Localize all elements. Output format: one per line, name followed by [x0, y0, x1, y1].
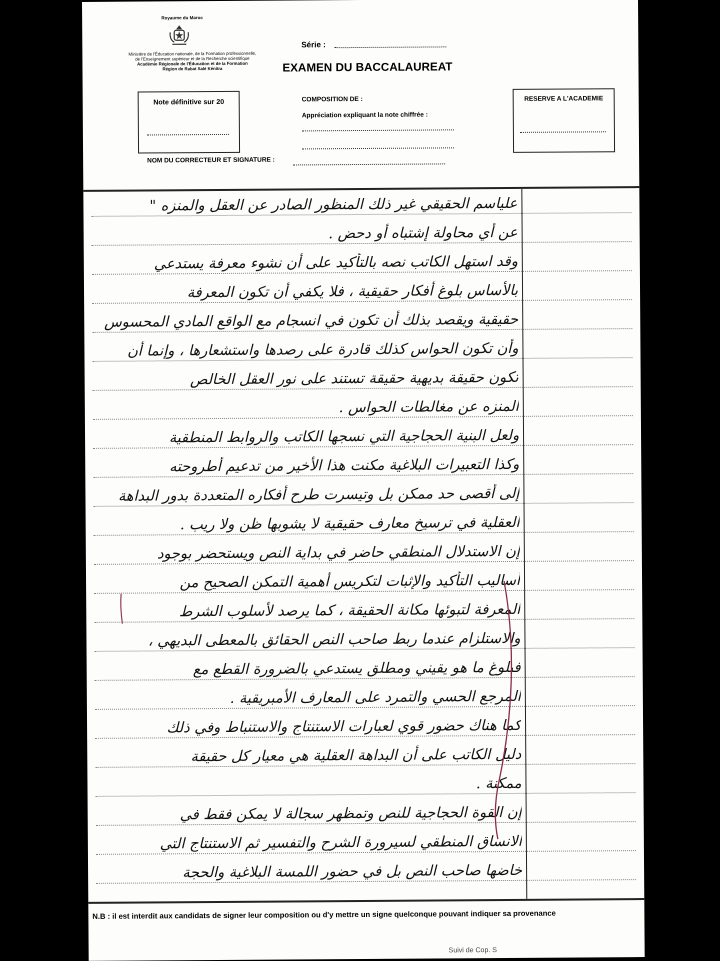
handwritten-line: المرجع الحسي والتمرد على المعارف الأمبريقية .: [229, 688, 521, 707]
handwritten-line: والاستلزام عندما ربط صاحب النص الحقائق بالمعطى البديهي ،: [147, 630, 521, 650]
kingdom-label: Royaume du Maroc: [161, 15, 203, 21]
handwritten-line: علياسم الحقيقي غير ذلك المنظور الصادر عن العقل والمنزه ": [149, 195, 518, 215]
handwritten-line: حقيقية ويقصد بذلك أن تكون في انسجام مع الواقع المادي المحسوس: [103, 311, 519, 331]
footer-continuation: Suivi de Cop. S: [448, 947, 497, 955]
royal-emblem-icon: [168, 23, 190, 47]
handwritten-line: بالأساس بلوغ أفكار حقيقية ، فلا يكفي أن تكون المعرفة: [186, 282, 519, 302]
handwritten-line: عن أي محاولة إشتباه أو دحض .: [328, 224, 518, 243]
footer-note: N.B : il est interdit aux candidats de signer leur composition ou d'y mettre un signe quelconque pouvant indiquer sa provenance: [92, 908, 556, 921]
handwritten-line: ممكنة .: [475, 775, 522, 793]
handwritten-line: وكذا التعبيرات البلاغية مكنت هذا الأخير من تدعيم أطروحته: [169, 456, 520, 476]
academy-label: Académie Régionale de l'Éducation et de la Formation: [137, 60, 248, 67]
handwritten-line: فبلوغ ما هو يقيني ومطلق يستدعي بالضرورة القطع مع: [192, 659, 521, 679]
handwritten-line: وأن تكون الحواس كذلك قادرة على رصدها واستشعارها ، وإنما أن: [127, 340, 519, 360]
handwritten-line: أساليب التأكيد والإثبات لتكريس أهمية التمكن الصحيح من: [179, 572, 521, 592]
exam-sheet: [82, 0, 645, 961]
handwritten-line: ولعل البنية الحجاجية التي نسجها الكاتب والروابط المنطقية: [168, 427, 520, 447]
handwritten-line: دليل الكاتب على أن البداهة العقلية هي معيار كل حقيقة: [190, 746, 522, 766]
note-box: [138, 91, 240, 154]
appreciation-label: Appréciation expliquant la note chiffrée :: [301, 111, 428, 120]
serie-label: Série :: [301, 40, 326, 50]
note-label: Note définitive sur 20: [153, 98, 225, 107]
composition-label: COMPOSITION DE :: [301, 95, 363, 104]
reserve-field: [520, 131, 606, 133]
ministry-line-1: Ministère de l'Éducation nationale, de la Formation professionnelle,: [128, 50, 257, 57]
handwritten-line: الانساق المنطقي لسيرورة الشرح والتفسير ثم الاستنتاج التي: [159, 833, 522, 853]
appreciation-line: [302, 129, 454, 131]
handwritten-line: إن الاستدلال المنطقي حاضر في بداية النص ويستحضر بوجود: [156, 543, 520, 563]
handwritten-line: كما هناك حضور قوي لعبارات الاستنتاج والاستنباط وفي ذلك: [166, 717, 522, 737]
handwritten-line: وقد استهل الكاتب نصه بالتأكيد على أن نشوء معرفة يستدعي: [153, 253, 518, 273]
corrector-label: NOM DU CORRECTEUR ET SIGNATURE :: [147, 156, 275, 165]
note-field: [147, 134, 229, 136]
reserve-label: RESERVE A L'ACADEMIE: [524, 95, 604, 103]
handwritten-line: إلى أقصى حد ممكن بل وتيسرت طرح أفكاره المتعددة بدور البداهة: [118, 485, 520, 505]
handwritten-line: خاضها صاحب النص بل في حضور اللمسة البلاغية والحجة: [182, 862, 523, 882]
handwritten-line: تكون حقيقة بديهية حقيقة تستند على نور العقل الخالص: [189, 369, 519, 389]
region-label: Région de Rabat Salé Kénitra: [162, 65, 223, 72]
corrector-mark: [83, 188, 644, 902]
handwritten-line: العقلية في ترسيخ معارف حقيقية لا يشوبها ظن ولا ريب .: [179, 514, 520, 534]
handwritten-line: المعرفة لتبوئها مكانة الحقيقة ، كما يرصد لأسلوب الشرط: [178, 601, 521, 621]
ministry-line-2: de l'Enseignement supérieur et de la Recherche scientifique: [135, 55, 250, 62]
exam-title: EXAMEN DU BACCALAUREAT: [282, 61, 453, 75]
handwritten-line: إن القوة الحجاجية للنص وتمظهر سجالة لا يمكن فقط في: [179, 804, 522, 824]
serie-field: [334, 46, 446, 48]
appreciation-line: [302, 147, 454, 149]
answer-area: [83, 186, 644, 904]
reserve-box: [513, 88, 615, 153]
corrector-field: [293, 163, 445, 165]
handwritten-line: المنزه عن مغالطات الحواس .: [338, 398, 519, 417]
